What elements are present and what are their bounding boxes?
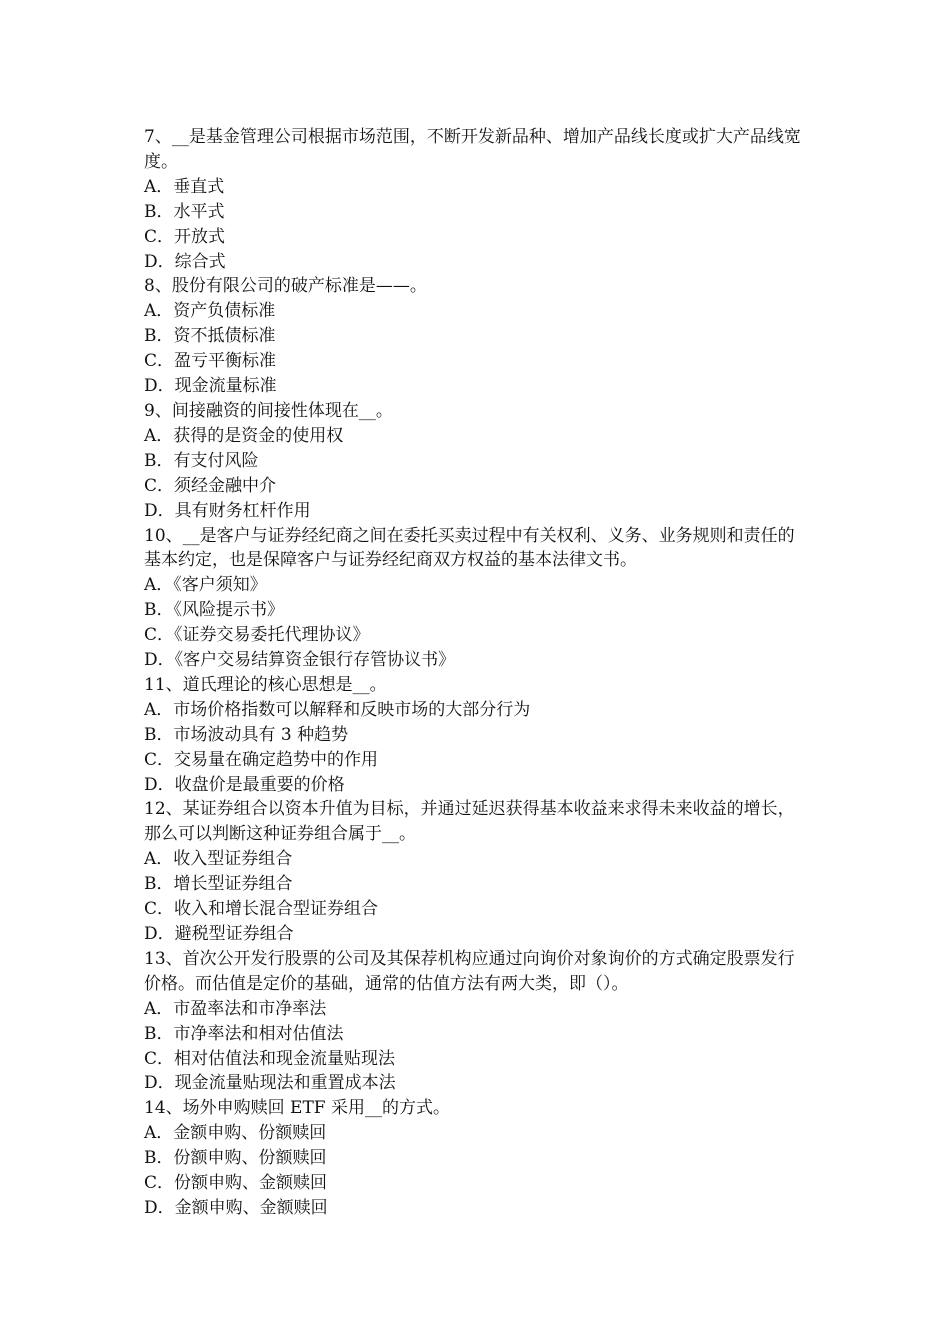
option-c: C．开放式 xyxy=(144,226,226,247)
option-d: D．《客户交易结算资金银行存管协议书》 xyxy=(144,650,456,671)
question-stem: 12、某证券组合以资本升值为目标，并通过延迟获得基本收益来求得未来收益的增长，那么可以判断这种证券组合属于__。 xyxy=(144,799,795,845)
option-c: C．份额申购、金额赎回 xyxy=(144,1173,328,1194)
question-stem: 11、道氏理论的核心思想是__。 xyxy=(144,674,387,695)
option-c: C．交易量在确定趋势中的作用 xyxy=(144,749,379,770)
question-13 xyxy=(144,947,809,1096)
document-page xyxy=(144,125,809,1221)
question-8 xyxy=(144,274,809,399)
option-d: D．现金流量贴现法和重置成本法 xyxy=(144,1073,396,1094)
question-stem: 7、__是基金管理公司根据市场范围，不断开发新品种、增加产品线长度或扩大产品线宽度。 xyxy=(144,127,801,172)
option-a: A．金额申购、份额赎回 xyxy=(144,1123,327,1144)
option-a: A．垂直式 xyxy=(144,176,225,197)
option-c: C．《证券交易委托代理协议》 xyxy=(144,625,370,646)
option-b: B．有支付风险 xyxy=(144,450,259,471)
option-a: A．市场价格指数可以解释和反映市场的大部分行为 xyxy=(144,699,531,720)
option-d: D．避税型证券组合 xyxy=(144,924,294,944)
option-a: A．获得的是资金的使用权 xyxy=(144,425,344,446)
question-10 xyxy=(144,524,809,673)
question-9 xyxy=(144,399,809,524)
option-d: D．综合式 xyxy=(144,251,226,272)
option-c: C．相对估值法和现金流量贴现法 xyxy=(144,1048,396,1069)
option-b: B．水平式 xyxy=(144,201,225,222)
option-b: B．增长型证券组合 xyxy=(144,874,293,895)
option-b: B．市净率法和相对估值法 xyxy=(144,1023,344,1044)
option-c: C．收入和增长混合型证券组合 xyxy=(144,899,379,920)
question-stem: 13、首次公开发行股票的公司及其保荐机构应通过向询价对象询价的方式确定股票发行价格。而估值是定价的基础，通常的估值方法有两大类，即（）。 xyxy=(144,948,795,994)
question-stem: 9、间接融资的间接性体现在__。 xyxy=(144,400,393,421)
option-d: D．具有财务杠杆作用 xyxy=(144,500,311,521)
option-d: D．金额申购、金额赎回 xyxy=(144,1197,328,1218)
question-7 xyxy=(144,125,809,274)
option-c: C．盈亏平衡标准 xyxy=(144,351,277,372)
option-a: A．市盈率法和市净率法 xyxy=(144,998,327,1019)
option-a: A．《客户须知》 xyxy=(144,575,267,596)
question-stem: 14、场外申购赎回 ETF 采用__的方式。 xyxy=(144,1098,450,1119)
option-d: D．现金流量标准 xyxy=(144,376,277,397)
option-b: B．《风险提示书》 xyxy=(144,600,284,621)
question-14 xyxy=(144,1096,809,1221)
option-b: B．份额申购、份额赎回 xyxy=(144,1148,327,1169)
option-a: A．收入型证券组合 xyxy=(144,849,293,870)
question-stem: 8、股份有限公司的破产标准是——。 xyxy=(144,276,427,297)
option-c: C．须经金融中介 xyxy=(144,475,277,496)
question-11 xyxy=(144,673,809,798)
option-a: A．资产负债标准 xyxy=(144,301,276,322)
option-b: B．市场波动具有 3 种趋势 xyxy=(144,724,349,745)
question-12 xyxy=(144,797,809,946)
option-d: D．收盘价是最重要的价格 xyxy=(144,774,345,795)
question-stem: 10、__是客户与证券经纪商之间在委托买卖过程中有关权利、义务、业务规则和责任的基本约定，也是保障客户与证券经纪商双方权益的基本法律文书。 xyxy=(144,525,795,571)
option-b: B．资不抵债标准 xyxy=(144,326,276,347)
